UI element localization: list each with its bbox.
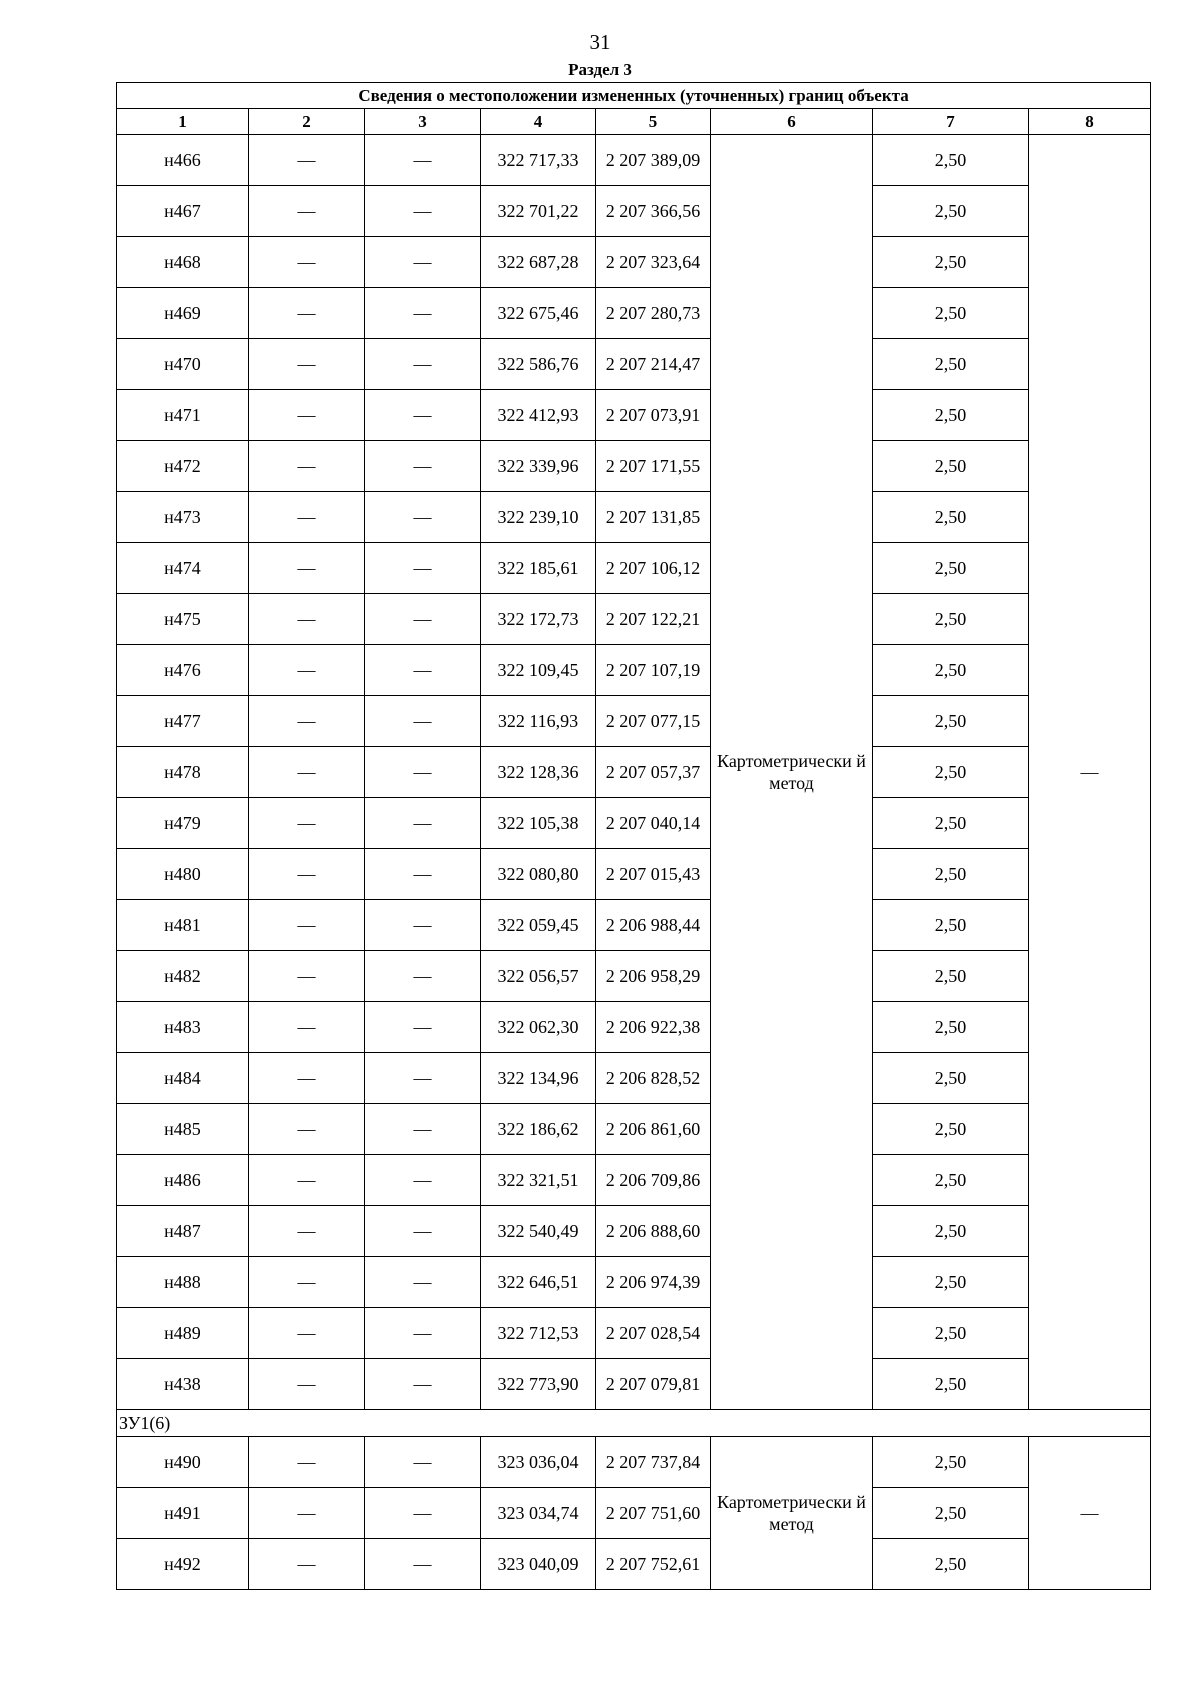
- table-row: [117, 1053, 1151, 1104]
- point-name: н469: [117, 288, 249, 339]
- accuracy-value: 2,50: [873, 951, 1029, 1002]
- y-coordinate: 2 206 988,44: [596, 900, 711, 951]
- dash-cell: —: [249, 747, 365, 798]
- point-name: н484: [117, 1053, 249, 1104]
- point-name: н487: [117, 1206, 249, 1257]
- dash-cell: —: [365, 747, 481, 798]
- dash-cell: —: [365, 1002, 481, 1053]
- y-coordinate: 2 207 057,37: [596, 747, 711, 798]
- x-coordinate: 322 712,53: [481, 1308, 596, 1359]
- column-number-row: [117, 109, 1151, 135]
- accuracy-value: 2,50: [873, 492, 1029, 543]
- dash-cell: —: [249, 645, 365, 696]
- dash-cell: —: [249, 492, 365, 543]
- table-caption: Сведения о местоположении измененных (уточненных) границ объекта: [117, 83, 1151, 109]
- y-coordinate: 2 207 280,73: [596, 288, 711, 339]
- y-coordinate: 2 206 861,60: [596, 1104, 711, 1155]
- dash-cell: —: [365, 645, 481, 696]
- x-coordinate: 322 056,57: [481, 951, 596, 1002]
- y-coordinate: 2 207 106,12: [596, 543, 711, 594]
- x-coordinate: 322 185,61: [481, 543, 596, 594]
- column-number: 1: [117, 109, 249, 135]
- accuracy-value: 2,50: [873, 747, 1029, 798]
- point-name: н472: [117, 441, 249, 492]
- accuracy-value: 2,50: [873, 441, 1029, 492]
- y-coordinate: 2 207 752,61: [596, 1539, 711, 1590]
- accuracy-value: 2,50: [873, 645, 1029, 696]
- column-number: 3: [365, 109, 481, 135]
- column-number: 7: [873, 109, 1029, 135]
- accuracy-value: 2,50: [873, 1437, 1029, 1488]
- table-row: [117, 1104, 1151, 1155]
- dash-cell: —: [365, 339, 481, 390]
- table-row: [117, 288, 1151, 339]
- boundary-table: [116, 82, 1151, 1590]
- column-number: 2: [249, 109, 365, 135]
- accuracy-value: 2,50: [873, 594, 1029, 645]
- x-coordinate: 322 687,28: [481, 237, 596, 288]
- dash-cell: —: [365, 1206, 481, 1257]
- accuracy-value: 2,50: [873, 1308, 1029, 1359]
- dash-cell: —: [249, 1488, 365, 1539]
- x-coordinate: 322 105,38: [481, 798, 596, 849]
- table-row: [117, 1257, 1151, 1308]
- y-coordinate: 2 207 214,47: [596, 339, 711, 390]
- point-name: н466: [117, 135, 249, 186]
- dash-cell: —: [365, 186, 481, 237]
- point-name: н483: [117, 1002, 249, 1053]
- dash-cell: —: [365, 1053, 481, 1104]
- y-coordinate: 2 207 079,81: [596, 1359, 711, 1410]
- column-number: 8: [1029, 109, 1151, 135]
- point-name: н473: [117, 492, 249, 543]
- dash-cell: —: [249, 1437, 365, 1488]
- table-row: [117, 339, 1151, 390]
- dash-cell: —: [249, 1257, 365, 1308]
- dash-cell: —: [249, 543, 365, 594]
- dash-cell: —: [249, 390, 365, 441]
- x-coordinate: 322 701,22: [481, 186, 596, 237]
- dash-cell: —: [249, 1053, 365, 1104]
- x-coordinate: 322 675,46: [481, 288, 596, 339]
- accuracy-value: 2,50: [873, 1359, 1029, 1410]
- y-coordinate: 2 207 040,14: [596, 798, 711, 849]
- method-cell: Картометрически й метод: [711, 135, 873, 1410]
- accuracy-value: 2,50: [873, 237, 1029, 288]
- table-row: [117, 1488, 1151, 1539]
- x-coordinate: 322 239,10: [481, 492, 596, 543]
- dash-cell: —: [365, 492, 481, 543]
- point-name: н489: [117, 1308, 249, 1359]
- table-row: [117, 1437, 1151, 1488]
- x-coordinate: 323 034,74: [481, 1488, 596, 1539]
- y-coordinate: 2 207 122,21: [596, 594, 711, 645]
- dash-cell: —: [249, 1206, 365, 1257]
- x-coordinate: 323 036,04: [481, 1437, 596, 1488]
- x-coordinate: 322 717,33: [481, 135, 596, 186]
- column-number: 4: [481, 109, 596, 135]
- point-name: н438: [117, 1359, 249, 1410]
- x-coordinate: 322 412,93: [481, 390, 596, 441]
- accuracy-value: 2,50: [873, 1257, 1029, 1308]
- dash-cell: —: [249, 1002, 365, 1053]
- accuracy-value: 2,50: [873, 900, 1029, 951]
- table-row: [117, 696, 1151, 747]
- x-coordinate: 322 321,51: [481, 1155, 596, 1206]
- x-coordinate: 323 040,09: [481, 1539, 596, 1590]
- x-coordinate: 322 059,45: [481, 900, 596, 951]
- point-name: н481: [117, 900, 249, 951]
- point-name: н468: [117, 237, 249, 288]
- dash-cell: —: [249, 288, 365, 339]
- accuracy-value: 2,50: [873, 849, 1029, 900]
- point-name: н482: [117, 951, 249, 1002]
- accuracy-value: 2,50: [873, 288, 1029, 339]
- table-row: [117, 1359, 1151, 1410]
- accuracy-value: 2,50: [873, 1488, 1029, 1539]
- point-name: н486: [117, 1155, 249, 1206]
- point-name: н474: [117, 543, 249, 594]
- x-coordinate: 322 186,62: [481, 1104, 596, 1155]
- y-coordinate: 2 206 958,29: [596, 951, 711, 1002]
- column-number: 6: [711, 109, 873, 135]
- y-coordinate: 2 206 888,60: [596, 1206, 711, 1257]
- table-row: [117, 951, 1151, 1002]
- dash-cell: —: [249, 594, 365, 645]
- dash-cell: —: [365, 1359, 481, 1410]
- accuracy-value: 2,50: [873, 1104, 1029, 1155]
- dash-cell: —: [249, 1155, 365, 1206]
- dash-cell: —: [365, 1308, 481, 1359]
- dash-cell: —: [365, 1539, 481, 1590]
- dash-cell: —: [365, 594, 481, 645]
- x-coordinate: 322 134,96: [481, 1053, 596, 1104]
- dash-cell: —: [365, 696, 481, 747]
- dash-cell: —: [249, 1359, 365, 1410]
- table-row: [117, 390, 1151, 441]
- table-row: [117, 135, 1151, 186]
- dash-cell: —: [365, 1104, 481, 1155]
- accuracy-value: 2,50: [873, 696, 1029, 747]
- point-name: н485: [117, 1104, 249, 1155]
- dash-cell: —: [249, 900, 365, 951]
- y-coordinate: 2 207 737,84: [596, 1437, 711, 1488]
- point-name: н470: [117, 339, 249, 390]
- dash-cell: —: [249, 135, 365, 186]
- y-coordinate: 2 207 073,91: [596, 390, 711, 441]
- dash-cell: —: [365, 390, 481, 441]
- dash-cell: —: [365, 798, 481, 849]
- accuracy-value: 2,50: [873, 390, 1029, 441]
- dash-cell: —: [249, 696, 365, 747]
- section-title: Раздел 3: [568, 60, 632, 79]
- y-coordinate: 2 207 389,09: [596, 135, 711, 186]
- x-coordinate: 322 540,49: [481, 1206, 596, 1257]
- dash-cell: —: [365, 237, 481, 288]
- table-row: [117, 1539, 1151, 1590]
- dash-cell: —: [249, 339, 365, 390]
- table-row: [117, 849, 1151, 900]
- accuracy-value: 2,50: [873, 798, 1029, 849]
- dash-cell: —: [365, 1257, 481, 1308]
- y-coordinate: 2 207 015,43: [596, 849, 711, 900]
- dash-cell: —: [365, 951, 481, 1002]
- group-row: [117, 1410, 1151, 1437]
- column8-dash: —: [1029, 135, 1151, 1410]
- dash-cell: —: [249, 1539, 365, 1590]
- y-coordinate: 2 207 077,15: [596, 696, 711, 747]
- dash-cell: —: [249, 441, 365, 492]
- point-name: н491: [117, 1488, 249, 1539]
- table-row: [117, 441, 1151, 492]
- y-coordinate: 2 207 323,64: [596, 237, 711, 288]
- table-row: [117, 1155, 1151, 1206]
- y-coordinate: 2 206 922,38: [596, 1002, 711, 1053]
- x-coordinate: 322 172,73: [481, 594, 596, 645]
- page-number: 31: [589, 30, 611, 54]
- point-name: н467: [117, 186, 249, 237]
- x-coordinate: 322 773,90: [481, 1359, 596, 1410]
- group-label: ЗУ1(6): [117, 1410, 1151, 1437]
- point-name: н478: [117, 747, 249, 798]
- dash-cell: —: [249, 849, 365, 900]
- x-coordinate: 322 339,96: [481, 441, 596, 492]
- y-coordinate: 2 207 107,19: [596, 645, 711, 696]
- dash-cell: —: [365, 1155, 481, 1206]
- dash-cell: —: [365, 543, 481, 594]
- point-name: н475: [117, 594, 249, 645]
- point-name: н492: [117, 1539, 249, 1590]
- point-name: н480: [117, 849, 249, 900]
- table-row: [117, 1206, 1151, 1257]
- table-row: [117, 186, 1151, 237]
- dash-cell: —: [249, 237, 365, 288]
- dash-cell: —: [365, 1437, 481, 1488]
- accuracy-value: 2,50: [873, 543, 1029, 594]
- accuracy-value: 2,50: [873, 135, 1029, 186]
- dash-cell: —: [365, 441, 481, 492]
- x-coordinate: 322 116,93: [481, 696, 596, 747]
- x-coordinate: 322 062,30: [481, 1002, 596, 1053]
- dash-cell: —: [249, 1308, 365, 1359]
- dash-cell: —: [365, 135, 481, 186]
- accuracy-value: 2,50: [873, 339, 1029, 390]
- y-coordinate: 2 207 366,56: [596, 186, 711, 237]
- x-coordinate: 322 646,51: [481, 1257, 596, 1308]
- dash-cell: —: [249, 798, 365, 849]
- table-row: [117, 1308, 1151, 1359]
- accuracy-value: 2,50: [873, 1539, 1029, 1590]
- point-name: н479: [117, 798, 249, 849]
- x-coordinate: 322 586,76: [481, 339, 596, 390]
- table-row: [117, 747, 1151, 798]
- accuracy-value: 2,50: [873, 1206, 1029, 1257]
- y-coordinate: 2 206 828,52: [596, 1053, 711, 1104]
- table-row: [117, 1002, 1151, 1053]
- y-coordinate: 2 207 171,55: [596, 441, 711, 492]
- y-coordinate: 2 206 709,86: [596, 1155, 711, 1206]
- table-row: [117, 237, 1151, 288]
- dash-cell: —: [249, 951, 365, 1002]
- point-name: н488: [117, 1257, 249, 1308]
- table-row: [117, 798, 1151, 849]
- x-coordinate: 322 080,80: [481, 849, 596, 900]
- table-row: [117, 900, 1151, 951]
- point-name: н490: [117, 1437, 249, 1488]
- table-row: [117, 594, 1151, 645]
- point-name: н477: [117, 696, 249, 747]
- column-number: 5: [596, 109, 711, 135]
- y-coordinate: 2 206 974,39: [596, 1257, 711, 1308]
- dash-cell: —: [249, 186, 365, 237]
- accuracy-value: 2,50: [873, 1002, 1029, 1053]
- y-coordinate: 2 207 751,60: [596, 1488, 711, 1539]
- column8-dash: —: [1029, 1437, 1151, 1590]
- table-row: [117, 492, 1151, 543]
- dash-cell: —: [365, 1488, 481, 1539]
- method-cell: Картометрически й метод: [711, 1437, 873, 1590]
- x-coordinate: 322 109,45: [481, 645, 596, 696]
- y-coordinate: 2 207 131,85: [596, 492, 711, 543]
- y-coordinate: 2 207 028,54: [596, 1308, 711, 1359]
- table-row: [117, 645, 1151, 696]
- dash-cell: —: [365, 900, 481, 951]
- accuracy-value: 2,50: [873, 186, 1029, 237]
- x-coordinate: 322 128,36: [481, 747, 596, 798]
- accuracy-value: 2,50: [873, 1053, 1029, 1104]
- dash-cell: —: [365, 849, 481, 900]
- table-row: [117, 543, 1151, 594]
- point-name: н476: [117, 645, 249, 696]
- accuracy-value: 2,50: [873, 1155, 1029, 1206]
- dash-cell: —: [249, 1104, 365, 1155]
- point-name: н471: [117, 390, 249, 441]
- dash-cell: —: [365, 288, 481, 339]
